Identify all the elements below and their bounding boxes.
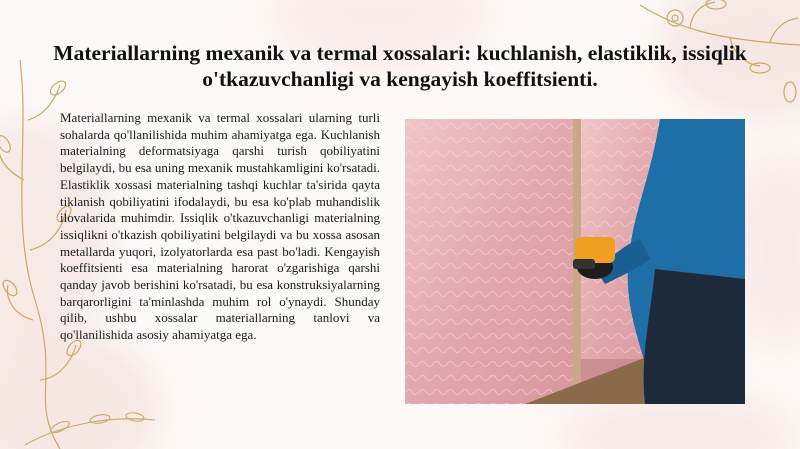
slide-title: Materiallarning mexanik va termal xossalari: kuchlanish, elastiklik, issiqlik o'tkazuvchanligi va kengayish koeffitsienti.	[53, 41, 747, 91]
slide-body-text: Materiallarning mexanik va termal xossalari ularning turli sohalarda qo'llanilishida muhim ahamiyatga ega. Kuchlanish materialning deformatsiyaga qarshi turish qobiliyatini belgilaydi, bu esa uning mexanik mustahkamligini ko'rsatadi. Elastiklik xossasi materialning tashqi kuchlar ta'sirida qayta tiklanish qobiliyatini ifodalaydi, bu esa ko'plab muhandislik ilovalarida muhimdir. Issiqlik o'tkazuvchanligi materialning issiqlikni o'tkazish qobiliyatini belgilaydi va bu xossa asosan metallarda yuqori, izolyatorlarda esa past bo'ladi. Kengayish koeffitsienti esa materialning harorat o'zgarishiga qarshi qanday javob berishini ko'rsatadi, bu esa konstruksiyalarning barqarorligini ta'minlashda muhim rol o'ynaydi. Shunday qilib, ushbu xossalar materiallarning tanlovi va qo'llanilishida asosiy ahamiyatga ega.	[60, 110, 380, 343]
insulation-photo	[405, 119, 745, 404]
